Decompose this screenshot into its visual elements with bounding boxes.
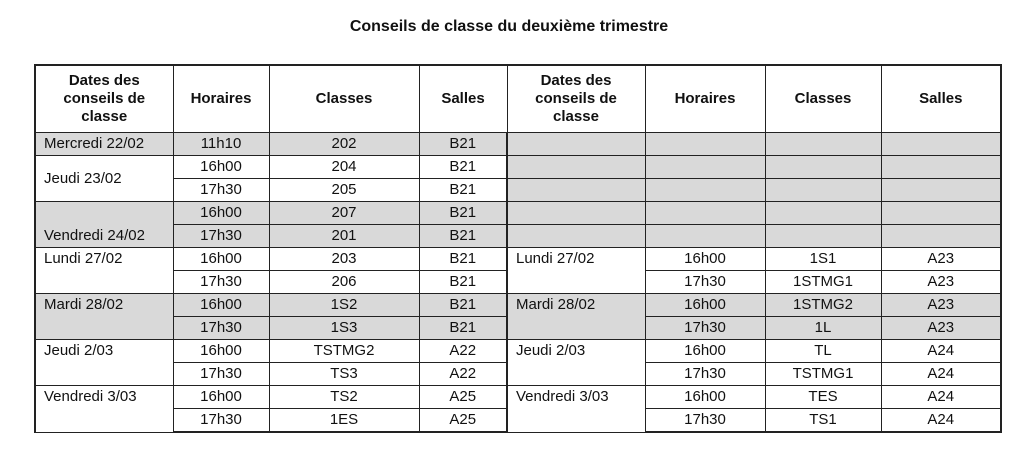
header-date-left: Dates des conseils de classe [35,65,173,133]
table-row [35,225,1001,248]
time-cell: 17h30 [173,409,269,433]
room-cell: B21 [419,294,507,317]
room-cell: B21 [419,248,507,271]
class-cell: TES [765,386,881,409]
empty-cell [507,156,645,179]
header-classes-left: Classes [269,65,419,133]
class-cell: TS1 [765,409,881,433]
room-cell: A22 [419,340,507,363]
header-horaires-right: Horaires [645,65,765,133]
class-cell: 203 [269,248,419,271]
class-cell: 1L [765,317,881,340]
time-cell: 17h30 [645,317,765,340]
time-cell: 17h30 [173,271,269,294]
room-cell: A24 [881,386,1001,409]
table-row [35,133,1001,156]
room-cell: A22 [419,363,507,386]
page-title: Conseils de classe du deuxième trimestre [349,18,669,35]
room-cell: A24 [881,340,1001,363]
class-cell: 201 [269,225,419,248]
date-cell: Vendredi 3/03 [507,386,645,433]
class-cell: 205 [269,179,419,202]
class-cell: 1STMG1 [765,271,881,294]
class-cell: 1ES [269,409,419,433]
time-cell: 16h00 [173,202,269,225]
empty-cell [881,202,1001,225]
class-cell: 1STMG2 [765,294,881,317]
class-cell: TSTMG1 [765,363,881,386]
empty-cell [507,133,645,156]
date-cell: Mardi 28/02 [35,294,173,340]
empty-cell [881,156,1001,179]
room-cell: B21 [419,271,507,294]
class-cell: 1S2 [269,294,419,317]
room-cell: A25 [419,386,507,409]
date-cell: Jeudi 2/03 [35,340,173,386]
time-cell: 16h00 [645,294,765,317]
time-cell: 17h30 [173,317,269,340]
empty-cell [881,179,1001,202]
room-cell: A23 [881,317,1001,340]
room-cell: B21 [419,133,507,156]
table-row [35,248,1001,271]
time-cell: 16h00 [645,386,765,409]
class-cell: TS2 [269,386,419,409]
empty-cell [881,225,1001,248]
table-row [35,294,1001,317]
table-row [35,156,1001,179]
header-classes-right: Classes [765,65,881,133]
time-cell: 16h00 [173,294,269,317]
empty-cell [765,225,881,248]
time-cell: 16h00 [173,248,269,271]
time-cell: 17h30 [645,271,765,294]
class-cell: 1S3 [269,317,419,340]
empty-cell [765,156,881,179]
date-cell: Vendredi 3/03 [35,386,173,433]
table-row [35,386,1001,409]
room-cell: A24 [881,409,1001,433]
date-cell: Jeudi 2/03 [507,340,645,386]
room-cell: A25 [419,409,507,433]
time-cell: 17h30 [645,409,765,433]
time-cell: 17h30 [173,363,269,386]
empty-cell [645,179,765,202]
class-cell: TS3 [269,363,419,386]
empty-cell [765,179,881,202]
class-cell: 204 [269,156,419,179]
header-salles-right: Salles [881,65,1001,133]
room-cell: B21 [419,202,507,225]
time-cell: 17h30 [645,363,765,386]
table-row [35,179,1001,202]
header-salles-left: Salles [419,65,507,133]
time-cell: 16h00 [173,386,269,409]
room-cell: B21 [419,317,507,340]
date-cell: Jeudi 23/02 [35,156,173,202]
date-cell: Lundi 27/02 [35,248,173,294]
empty-cell [507,202,645,225]
header-row [35,65,1001,133]
empty-cell [507,179,645,202]
date-cell: Mardi 28/02 [507,294,645,340]
room-cell: A23 [881,271,1001,294]
room-cell: B21 [419,225,507,248]
header-date-right: Dates des conseils de classe [507,65,645,133]
empty-cell [881,133,1001,156]
time-cell: 16h00 [173,340,269,363]
table-row [35,340,1001,363]
empty-cell [645,202,765,225]
date-cell: Mercredi 22/02 [35,133,173,156]
time-cell: 17h30 [173,179,269,202]
date-cell: Vendredi 24/02 [35,202,173,248]
class-cell: TL [765,340,881,363]
class-cell: 207 [269,202,419,225]
empty-cell [645,156,765,179]
date-cell: Lundi 27/02 [507,248,645,294]
time-cell: 16h00 [645,340,765,363]
room-cell: A24 [881,363,1001,386]
empty-cell [765,202,881,225]
time-cell: 16h00 [173,156,269,179]
empty-cell [645,133,765,156]
room-cell: A23 [881,248,1001,271]
class-cell: TSTMG2 [269,340,419,363]
schedule-table [34,64,1002,433]
room-cell: A23 [881,294,1001,317]
empty-cell [765,133,881,156]
room-cell: B21 [419,179,507,202]
header-horaires-left: Horaires [173,65,269,133]
class-cell: 202 [269,133,419,156]
time-cell: 17h30 [173,225,269,248]
room-cell: B21 [419,156,507,179]
table-row [35,202,1001,225]
time-cell: 11h10 [173,133,269,156]
class-cell: 206 [269,271,419,294]
empty-cell [645,225,765,248]
empty-cell [507,225,645,248]
class-cell: 1S1 [765,248,881,271]
time-cell: 16h00 [645,248,765,271]
